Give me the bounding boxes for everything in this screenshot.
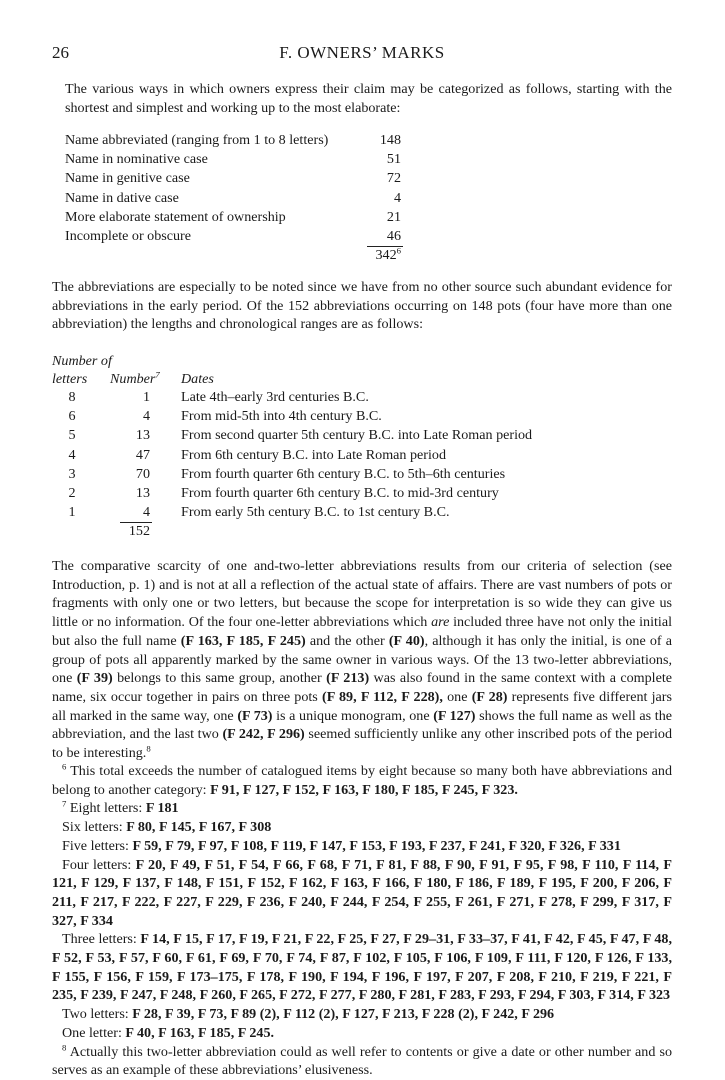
row-value: 148 [379, 132, 401, 148]
row-value: 46 [386, 227, 401, 244]
row-label: Name in dative case [65, 189, 179, 206]
page-number: 26 [52, 43, 69, 62]
footnote-7-four: Four letters: F 20, F 49, F 51, F 54, F 66, F 68, F 71, F 81, F 88, F 90, F 91, F 95, F 98, F 110, F 114, F 121, F 129, F 137, F 148, F 151, F 152, F 162, F 163, F 166, F 180, F 186, F 189, F 195, F 200, F 206, F 211, F 217, F 222, F 227, F 229, F 236, F 240, F 244, F 254, F 255, F 261, F 271, F 278, F 299, F 317, F 327, F 334 [52, 856, 672, 929]
row-label: Name abbreviated (ranging from 1 to 8 letters) [65, 132, 329, 148]
chapter-title: F. OWNERS’ MARKS [279, 43, 445, 62]
footnotes [52, 762, 672, 1080]
row-value: 4 [393, 189, 401, 206]
row-label: Incomplete or obscure [65, 227, 192, 244]
footnote-ref: 8 [146, 743, 151, 754]
footnote-7: $^7$ Eight letters: F 181 [62, 798, 179, 817]
row-label: More elaborate statement of ownership [65, 208, 286, 225]
row-value: 72 [386, 170, 401, 187]
row-value: 51 [386, 151, 401, 168]
intro-paragraph: The various ways in which owners express their claim may be categorized as follows, starting with the shortest and simplest and working up to the most elaborate: [65, 81, 672, 116]
scarcity-paragraph: The comparative scarcity of one and-two-letter abbreviations results from our criteria of selection (see Introduction, p. 1) and is not at all a reflection of the actual state of affairs. There are vast numbers of pots or fragments with only one or two letters, but because the scope for interpretation is so wide they can give us little or no information. Of the four one-letter abbreviations which are included three have not only the initial but also the full name (F 163, F 185, F 245) and the other (F 40), although it has only the initial, is one of a group of pots all apparently marked by the same owner in various ways. Of the 13 two-letter abbreviations, one (F 39) belongs to this same group, another (F 213) was also found in the same context with a complete name, six occur together in pairs on three pots (F 89, F 112, F 228), one (F 28) represents five different jars all marked in the same way, one (F 73) is a unique monogram, one (F 127) shows the full name as well as the abbreviation, and the last two (F 242, F 296) seemed sufficiently unlike any other inscribed pots of the period to be interesting.$^8$ [52, 558, 673, 762]
footnote-8: $^8$ Actually this two-letter abbreviation could as well refer to contents or give a date or other number and so serves as an example of these abbreviations’ elusiveness. [52, 1041, 673, 1079]
footnote-ref: 6 [396, 245, 401, 256]
footnote-7-three: Three letters: F 14, F 15, F 17, F 19, F 21, F 22, F 25, F 27, F 29–31, F 33–37, F 41, F 42, F 45, F 47, F 48, F 52, F 53, F 57, F 60, F 61, F 69, F 70, F 74, F 87, F 102, F 105, F 106, F 109, F 111, F 120, F 126, F 133, F 155, F 156, F 159, F 173–175, F 178, F 190, F 194, F 196, F 197, F 207, F 208, F 210, F 219, F 221, F 235, F 239, F 247, F 248, F 260, F 265, F 272, F 277, F 280, F 281, F 283, F 293, F 294, F 303, F 314, F 323 [52, 931, 672, 1004]
footnote-7-two: Two letters: F 28, F 39, F 73, F 89 (2), F 112 (2), F 127, F 213, F 228 (2), F 242, F 296 [62, 1006, 555, 1023]
total-value: 152 [128, 523, 150, 540]
footnote-ref: 7 [155, 369, 160, 380]
row-label: Name in nominative case [65, 151, 208, 168]
footnote-7-five: Five letters: F 59, F 79, F 97, F 108, F 119, F 147, F 153, F 193, F 237, F 241, F 320, F 326, F 331 [62, 837, 621, 854]
footnote-7-six: Six letters: F 80, F 145, F 167, F 308 [62, 819, 272, 836]
footnote-6: $^6$ This total exceeds the number of catalogued items by eight because so many both have abbreviations and belong to another category: F 91, F 127, F 152, F 163, F 180, F 185, F 245, F 323. [52, 761, 672, 798]
row-value: 21 [386, 208, 401, 225]
footnote-7-one: One letter: F 40, F 163, F 185, F 245. [62, 1024, 275, 1041]
abbreviations-paragraph: The abbreviations are especially to be noted since we have from no other source such abundant evidence for abbreviations in the early period. Of the 152 abbreviations occurring on 148 pots (four have more than one abbreviation) the lengths and chronological ranges are as follows: [52, 279, 672, 333]
total-value: $342^6$ [375, 245, 401, 264]
row-label: Name in genitive case [65, 170, 190, 187]
